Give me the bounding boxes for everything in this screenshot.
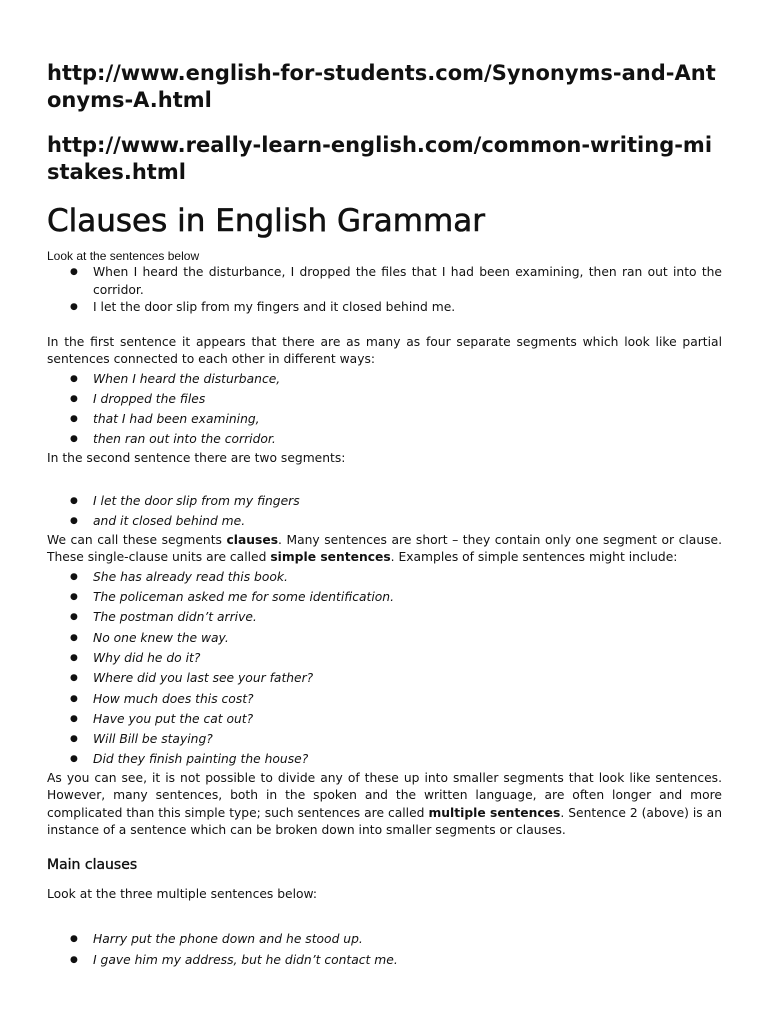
simple-sentences-list bbox=[47, 567, 722, 770]
list-item: ● Why did he do it? bbox=[47, 648, 722, 668]
page-title: Clauses in English Grammar bbox=[47, 203, 485, 239]
paragraph-look-at-three: Look at the three multiple sentences below: bbox=[47, 886, 318, 901]
paragraph-multiple-sentences: As you can see, it is not possible to divide any of these up into smaller segments that look like sentences. However, many sentences, both in the spoken and the written language, are often longer and more complicated than this simple type; such sentences are called multiple sentences. Sentence 2 (above) is an instance of a sentence which can be broken down into smaller segments or clauses. bbox=[47, 770, 722, 838]
multiple-sentences-list bbox=[47, 929, 722, 970]
list-item: ● The policeman asked me for some identification. bbox=[47, 587, 722, 607]
term-clauses: clauses bbox=[226, 532, 279, 547]
bullet-icon: ● bbox=[70, 434, 78, 445]
list-item: ● and it closed behind me. bbox=[47, 511, 722, 531]
paragraph-second-sentence: In the second sentence there are two segments: bbox=[47, 450, 346, 465]
bullet-icon: ● bbox=[70, 414, 78, 425]
list-item: ● that I had been examining, bbox=[47, 409, 722, 429]
lead-text: Look at the sentences below bbox=[47, 249, 200, 263]
list-item: ● The postman didn’t arrive. bbox=[47, 607, 722, 627]
list-item: ● She has already read this book. bbox=[47, 567, 722, 587]
bullet-icon: ● bbox=[70, 693, 78, 704]
list-item: ● Have you put the cat out? bbox=[47, 709, 722, 729]
bullet-icon: ● bbox=[70, 954, 78, 965]
bullet-icon: ● bbox=[70, 302, 78, 312]
list-item: ● I gave him my address, but he didn’t contact me. bbox=[47, 950, 722, 970]
bullet-icon: ● bbox=[70, 734, 78, 745]
list-item: ● Will Bill be staying? bbox=[47, 729, 722, 749]
bullet-icon: ● bbox=[70, 632, 78, 643]
list-item: ● Where did you last see your father? bbox=[47, 668, 722, 688]
bullet-icon: ● bbox=[70, 267, 78, 277]
bullet-icon: ● bbox=[70, 754, 78, 765]
segments-second-list bbox=[47, 491, 722, 532]
list-item: ● I dropped the files bbox=[47, 389, 722, 409]
list-item: ● I let the door slip from my fingers and it closed behind me. bbox=[47, 299, 722, 317]
term-simple-sentences: simple sentences bbox=[270, 550, 391, 565]
paragraph-first-sentence: In the first sentence it appears that there are as many as four separate segments which look like partial sentences connected to each other in different ways: bbox=[47, 334, 722, 366]
term-multiple-sentences: multiple sentences bbox=[428, 805, 561, 820]
list-item: ● No one knew the way. bbox=[47, 628, 722, 648]
bullet-icon: ● bbox=[70, 571, 78, 582]
url-english-for-students[interactable]: http://www.english-for-students.com/Synonyms-and-Antonyms-A.html bbox=[47, 61, 716, 112]
bullet-icon: ● bbox=[70, 373, 78, 384]
segments-first-list bbox=[47, 369, 722, 450]
list-item: ● When I heard the disturbance, I dropped the files that I had been examining, then ran out into the corridor. bbox=[70, 265, 722, 297]
intro-sentence-list bbox=[47, 264, 722, 317]
url-really-learn-english[interactable]: http://www.really-learn-english.com/common-writing-mistakes.html bbox=[47, 133, 713, 184]
paragraph-clauses: We can call these segments clauses. Many sentences are short – they contain only one segment or clause. These single-clause units are called simple sentences. Examples of simple sentences might include: bbox=[47, 532, 722, 565]
list-item: ● When I heard the disturbance, bbox=[47, 369, 722, 389]
bullet-icon: ● bbox=[70, 592, 78, 603]
list-item: ● Did they finish painting the house? bbox=[47, 749, 722, 769]
list-item: ● How much does this cost? bbox=[47, 689, 722, 709]
bullet-icon: ● bbox=[70, 612, 78, 623]
list-item: ● I let the door slip from my fingers bbox=[47, 491, 722, 511]
bullet-icon: ● bbox=[70, 496, 78, 507]
bullet-icon: ● bbox=[70, 516, 78, 527]
bullet-icon: ● bbox=[70, 934, 78, 945]
bullet-icon: ● bbox=[70, 713, 78, 724]
bullet-icon: ● bbox=[70, 652, 78, 663]
list-item: ● then ran out into the corridor. bbox=[47, 429, 722, 449]
bullet-icon: ● bbox=[70, 393, 78, 404]
bullet-icon: ● bbox=[70, 673, 78, 684]
list-item: ● Harry put the phone down and he stood up. bbox=[47, 929, 722, 949]
section-title-main-clauses: Main clauses bbox=[47, 856, 138, 873]
